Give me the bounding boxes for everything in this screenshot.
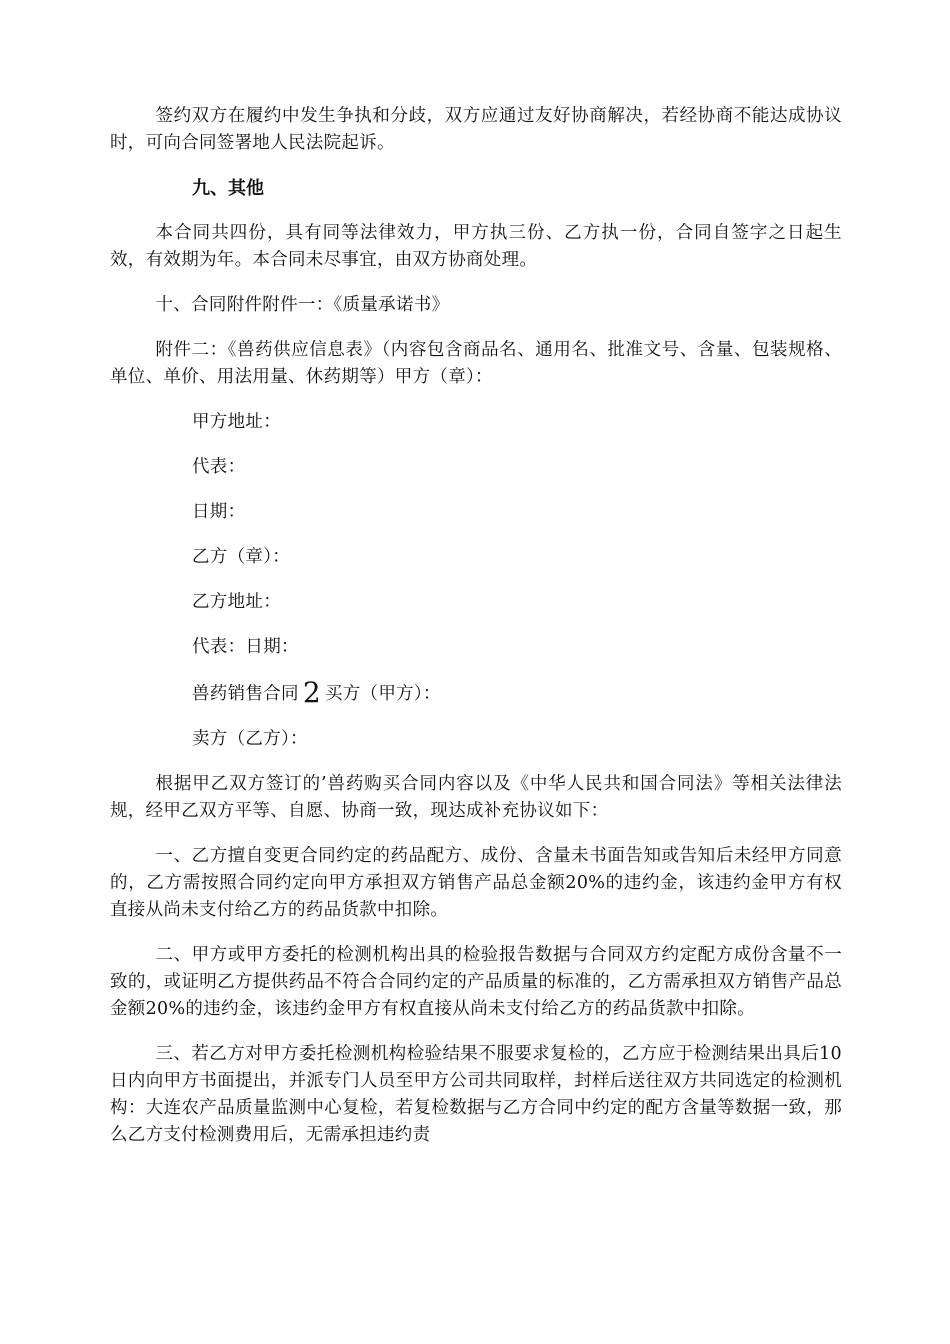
party-b-address-label: 乙方地址：: [192, 592, 281, 612]
clause-three-paragraph: 三、若乙方对甲方委托检测机构检验结果不服要求复检的，乙方应于检测结果出具后10日内向甲方书面提出，并派专门人员至甲方公司共同取样，封样后送往双方共同选定的检测机构：大连农产品质量监测中心复检，若复检数据与乙方合同中约定的配方含量等数据一致，那么乙方支付检测费用后，无需承担违约责: [110, 1044, 842, 1145]
clause-one-paragraph: 一、乙方擅自变更合同约定的药品配方、成份、含量未书面告知或告知后未经甲方同意的，乙方需按照合同约定向甲方承担双方销售产品总金额20%的违约金，该违约金甲方有权直接从尚未支付给乙方的药品货款中扣除。: [110, 846, 842, 920]
attachment-one-line: 十、合同附件附件一：《质量承诺书》: [155, 295, 450, 315]
document-page: [110, 103, 842, 1167]
seller-label: 卖方（乙方）：: [192, 729, 308, 749]
party-a-address-label: 甲方地址：: [192, 412, 281, 432]
party-b-seal-label: 乙方（章）：: [192, 547, 291, 567]
buyer-label: 买方（甲方）：: [324, 684, 441, 704]
dispute-resolution-paragraph: 签约双方在履约中发生争执和分歧，双方应通过友好协商解决，若经协商不能达成协议时，可向合同签署地人民法院起诉。: [110, 106, 842, 153]
date-label: 日期：: [192, 502, 246, 522]
section-heading-other: 九、其他: [192, 178, 264, 199]
representative-date-label: 代表：日期：: [192, 637, 299, 657]
copies-validity-paragraph: 本合同共四份，具有同等法律效力，甲方执三份、乙方执一份，合同自签字之日起生效，有效期为年。本合同未尽事宜，由双方协商处理。: [110, 223, 842, 270]
contract-title-number: 2: [302, 676, 321, 709]
clause-two-paragraph: 二、甲方或甲方委托的检测机构出具的检验报告数据与合同双方约定配方成份含量不一致的，或证明乙方提供药品不符合合同约定的产品质量的标准的，乙方需承担双方销售产品总金额20%的违约金，该违约金甲方有权直接从尚未支付给乙方的药品货款中扣除。: [110, 945, 842, 1019]
attachment-two-paragraph: 附件二：《兽药供应信息表》（内容包含商品名、通用名、批准文号、含量、包装规格、单位、单价、用法用量、休药期等）甲方（章）：: [110, 340, 842, 387]
representative-label: 代表：: [192, 457, 246, 477]
supplementary-agreement-intro: 根据甲乙双方签订的’兽药购买合同内容以及《中华人民共和国合同法》等相关法律法规，经甲乙双方平等、自愿、协商一致，现达成补充协议如下：: [110, 774, 842, 821]
contract-title-line: [110, 676, 842, 709]
contract-title-prefix: 兽药销售合同: [192, 684, 299, 704]
